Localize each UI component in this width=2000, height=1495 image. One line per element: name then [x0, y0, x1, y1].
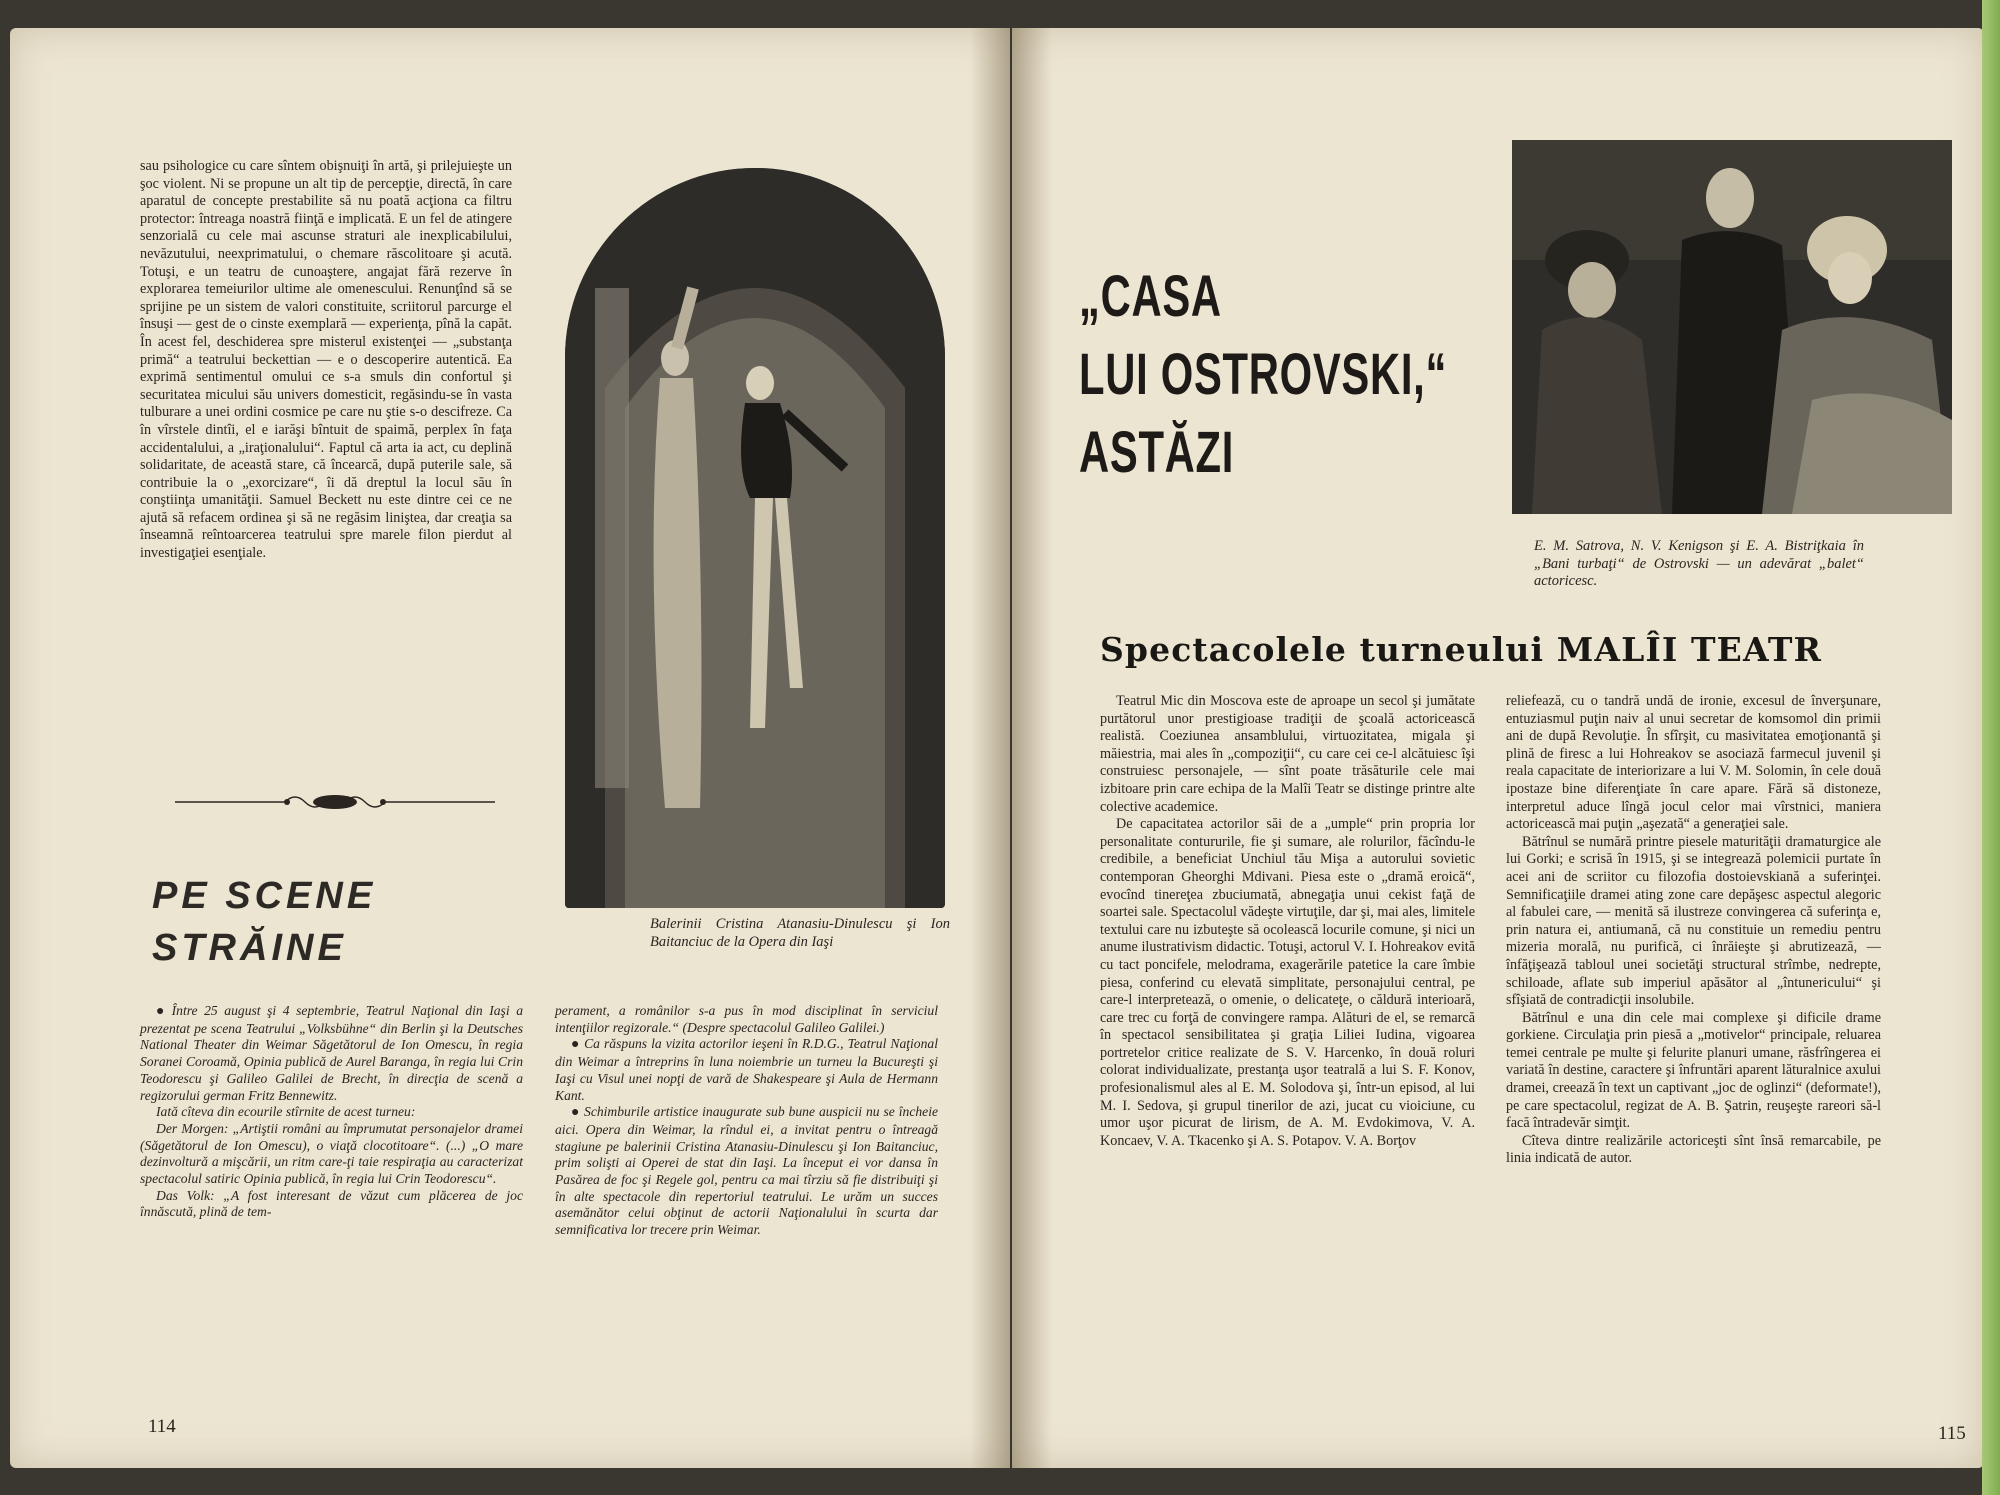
article-subtitle: Spectacolele turneului MALÎI TEATR — [1100, 630, 1823, 669]
article-paragraph: De capacitatea actorilor săi de a „umple“ prin propria lor personalitate contururile, fie şi sumare, ale rolurilor, făcîndu-le credibile, a beneficiat Unchiul tău Mişa a autorului sovietic contemporan Gheorghi Mdivani. Piesa este o „dramă eroică“, evocînd tinereţea zbuciumată, abnegaţia unui cekist faţă de soartei sale. Spectacolul vădeşte virtuţile, dar şi, mai ales, limitele textului care nu izbuteşte să ocolească locurile comune, şi nici un anume ilustrativism didactic. Totuşi, actorul V. I. Hohreakov evită cu tact poncifele, melodrama, exagerările patetice la care îmbie piesa, conferind cu elevată simplitate, personajului central, pe care-l interpretează, o omenie, o delicateţe, o căldură interioară, care trec cu forţă de convingere rampa. Alături de el, se remarcă în spectacol sensibilitatea şi graţia Liliei Iudina, vigoarea portretelor critice realizate de S. V. Harcenko, în două roluri colorat individualizate, prestanţa uşor teatrală a lui S. F. Konov, profesionalismul ales al E. M. Solodova şi, într-un episod, al lui M. I. Sedova, şi grupul tinerilor de azi, jucat cu vioiciune, cu umor uşor picurat de lirism, de A. M. Evdokimova, V. A. Koncaev, V. A. Tkacenko şi A. S. Potapov. V. A. Borţov — [1100, 816, 1475, 1149]
photo-caption: E. M. Satrova, N. V. Kenigson şi E. A. Bistriţkaia în „Bani turbaţi“ de Ostrovski — un adevărat „balet“ actoricesc. — [1534, 538, 1864, 590]
article-column-1 — [1100, 693, 1475, 1150]
gutter-shadow — [1012, 28, 1052, 1468]
ornament-divider — [175, 790, 495, 814]
news-continuation: perament, a românilor s-a pus în mod disciplinat în serviciul intenţiilor regizorale.“ (Despre spectacolul Galileo Galilei.) — [555, 1003, 938, 1035]
bullet-icon: ● — [571, 1037, 581, 1053]
section-title-line: STRĂINE — [152, 927, 347, 969]
bullet-icon: ● — [156, 1004, 168, 1019]
news-item-text: Schimburile artistice inaugurate sub bune auspicii nu se încheie aici. Opera din Weimar, la rîndul ei, a invitat pentru o întreagă stagiune pe balerinii Cristina Atanasiu-Dinulescu şi Ion Baitanciuc, prim solişti ai Operei de stat din Iaşi. La început ei vor dansa în Pasărea de foc şi Regele gol, pentru ca mai tîrziu să fie distribuiţi şi în alte spectacole din repertoriul teatrului. Le urăm un succes asemănător celui obţinut de actorii Naţionalului în scurta dar semnificativa lor trecere prin Weimar. — [555, 1104, 938, 1238]
article-paragraph: Teatrul Mic din Moscova este de aproape un secol şi jumătate purtătorul unor prestigioase tradiţii de şcoală actoricească realistă. Coeziunea ansamblului, virtuozitatea, migala şi măiestria, mai ales în „compoziţii“, cu care cei ce-l alcătuiesc îşi construiesc personajele, — sînt poate trăsăturile cele mai izbitoare prin care echipa de la Malîi Teatr se distinge printre alte colective academice. — [1100, 693, 1475, 815]
page-number: 115 — [1938, 1423, 1966, 1444]
theatre-photo — [1512, 140, 1952, 514]
news-item-text: Între 25 august şi 4 septembrie, Teatrul Naţional din Iaşi a prezentat pe scena Teatrului „Volksbühne“ din Berlin şi la Deutsches National Theater din Weimar Săgetătorul de Ion Omescu, în regia Soranei Coroamă, Opinia publică de Aurel Baranga, în regia lui Crin Teodorescu şi Galileo Galilei de Brecht, în direcţia de scenă a regizorului german Fritz Bennewitz. — [140, 1003, 523, 1103]
quote-der-morgen: Der Morgen: „Artiştii români au împrumutat personajelor dramei (Săgetătorul de Ion Omescu), o viaţă clocotitoare“. (...) „O mare dezinvoltură a mişcării, un ritm care-ţi taie respiraţia au caracterizat spectacolul satiric Opinia publică, în regia lui Crin Teodorescu“. — [140, 1120, 523, 1187]
photo-caption: Balerinii Cristina Atanasiu-Dinulescu şi Ion Baitanciuc de la Opera din Iaşi — [650, 916, 950, 950]
article-title-line: „CASA — [1079, 264, 1222, 329]
echo-intro: Iată cîteva din ecourile stîrnite de acest turneu: — [156, 1104, 416, 1120]
article-paragraph: Cîteva dintre realizările actoriceşti sînt însă remarcabile, pe linia indicată de autor. — [1506, 1132, 1881, 1167]
section-title-line: PE SCENE — [152, 875, 377, 917]
article-title-line: LUI OSTROVSKI,“ — [1079, 342, 1448, 407]
article-paragraph: Bătrînul se numără printre piesele maturităţii dramaturgice ale lui Gorki; e scrisă în 1915, şi se integrează polemicii purtate în acei ani de scriitor cu filozofia dostoievskiană a suferinţei. Semnificaţiile dramei ating zone care depăşesc aspectul alegoric al fabulei care, — menită să ilustreze convingerea că suferinţa e, prin natura ei, antiumană, că nu constituie un remediu pentru mizeria morală, nu purifică, ci înrăieşte şi abrutizează, — înfăţişează tabloul unei societăţi structural strîmbe, nedrepte, schiloade, aflate sub imperiul apăsător al „întunericului“ şi sfîşiată de contradicţii insolubile. — [1506, 833, 1881, 1009]
article-paragraph: reliefează, cu o tandră undă de ironie, excesul de înverşunare, entuziasmul puţin naiv al unui secretar de komsomol din primii ani de după Revoluţie. În sfîrşit, cu masivitatea emoţionantă şi plină de firesc a lui Hohreakov se asociază farmecul juvenil şi reala capacitate de interiorizare a lui V. M. Solomin, în cele două ipostaze bine diferenţiate în care apare. Fără să distoneze, interpretul aduce lîngă jocul celor mai vîrstnici, maniera actoricească mai puţin „aşezată“ a generaţiei sale. — [1506, 693, 1881, 833]
article-paragraph: Bătrînul e una din cele mai complexe şi dificile drame gorkiene. Circulaţia prin piesă a „motivelor“ principale, reluarea temei centrale pe multe şi felurite planuri umane, răsfrîngerea ei variată în destine, caractere şi înfruntări aparent lăturalnice axului dramei, creează în text un captivant „joc de oglinzi“ (deformate!), pe care spectacolul, regizat de A. B. Şatrin, reuşeşte rareori să-l facă întradevăr simţit. — [1506, 1009, 1881, 1132]
news-column-2 — [555, 1003, 938, 1239]
article-title — [1079, 258, 1479, 492]
news-item-text: Ca răspuns la vizita actorilor ieşeni în R.D.G., Teatrul Naţional din Weimar a întreprins în luna noiembrie un turneu la Bucureşti şi Iaşi cu Visul unei nopţi de vară de Shakespeare şi Aula de Hermann Kant. — [555, 1036, 938, 1103]
left-page — [10, 28, 1010, 1468]
article-column-2 — [1506, 693, 1881, 1168]
page-number: 114 — [148, 1416, 176, 1437]
news-item — [555, 1036, 938, 1104]
article-title-line: ASTĂZI — [1079, 420, 1235, 485]
news-column-1 — [140, 1003, 523, 1221]
essay-paragraph: sau psihologice cu care sîntem obişnuiţi în artă, şi prilejuieşte un şoc violent. Ni se propune un alt tip de percepţie, directă, în care aparatul de concepte prestabilite să nu poată acţiona ca filtru protector: întreaga noastră fiinţă e implicată. E un fel de atingere senzorială cu cele mai ascunse straturi ale inexplicabilului, nevăzutului, neexprimatului, o chemare răscolitoare şi acută. Totuşi, e un teatru de cunoaştere, angajat fără rezerve în explorarea temeiurilor ultime ale omenescului. Renunţînd să se sprijine pe un sistem de valori constituite, scriitorul parcurge el însuşi — gest de o cinste exemplară — experienţa, pînă la capăt. În acest fel, deschiderea spre misterul existenţei — „substanţa primă“ a teatrului beckettian — e o descoperire autentică. Ea exprimă sentimentul omului ce s-a smuls din confortul şi securitatea micului său univers domesticit, regăsindu-se în vasta tulburare a unei ordini cosmice pe care nu ştie s-o descifreze. Ca în vîrstele dintîi, el e iarăşi bîntuit de spaimă, perplex în faţa accidentalului, a „iraţionalului“. Faptul că arta ia act, cu deplină solidaritate, de această stare, că încearcă, după puterile sale, să contribuie la o „exorcizare“, îi dă dreptul la locul său în conştiinţa umanităţii. Samuel Beckett nu este dintre cei ce ne ajută să refacem ordinea şi să ne regăsim liniştea, dar creaţia sa înseamnă reîntoarcerea teatrului spre marele filon pierdut al investigaţiei esenţiale. — [140, 158, 512, 562]
right-page — [1012, 28, 1984, 1468]
ballet-photo — [565, 168, 945, 908]
section-title — [152, 870, 452, 974]
book-edge — [1982, 0, 2000, 1495]
gutter-shadow — [970, 28, 1010, 1468]
essay-column — [140, 158, 512, 563]
quote-das-volk: Das Volk: „A fost interesant de văzut cum plăcerea de joc înnăscută, plină de tem- — [140, 1187, 523, 1220]
news-item — [555, 1104, 938, 1239]
bullet-icon: ● — [571, 1105, 581, 1121]
news-item — [140, 1003, 523, 1104]
